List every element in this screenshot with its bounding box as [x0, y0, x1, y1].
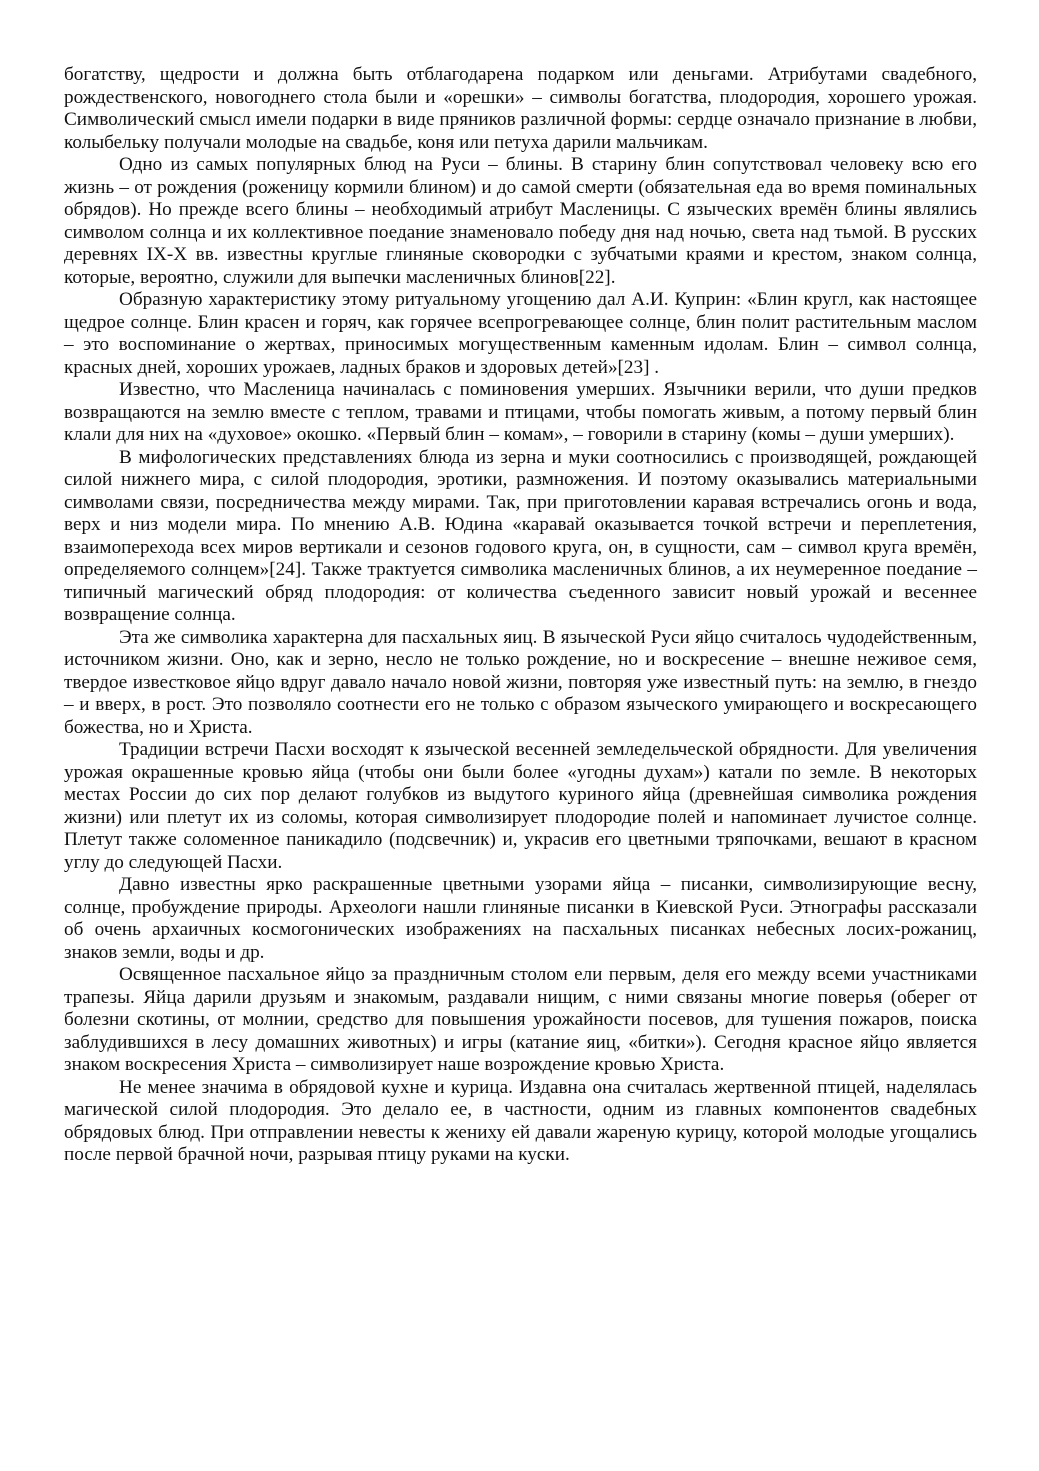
- paragraph-blini: Одно из самых популярных блюд на Руси – блины. В старину блин сопутствовал человеку всю его жизнь – от рождения (роженицу кормили блином) и до самой смерти (обязательная еда во время поминальных обрядов). Но прежде всего блины – необходимый атрибут Масленицы. С языческих времён блины являлись символом солнца и их коллективное поедание знаменовало победу дня над ночью, света над тьмой. В русских деревнях IX-X вв. известны круглые глиняные сковородки с зубчатыми краями и крестом, знаком солнца, которые, вероятно, служили для выпечки масленичных блинов[22].: [64, 154, 977, 288]
- paragraph-mythology: В мифологических представлениях блюда из зерна и муки соотносились с производящей, рождающей силой нижнего мира, с силой плодородия, эротики, размножения. И поэтому оказывались материальными символами связи, посредничества между мирами. Так, при приготовлении каравая встречались огонь и вода, верх и низ модели мира. По мнению А.В. Юдина «каравай оказывается точкой встречи и переплетения, взаимоперехода всех миров вертикали и сезонов годового круга, он, в сущности, сам – символ круга времён, определяемого солнцем»[24]. Также трактуется символика масленичных блинов, а их неумеренное поедание – типичный магический обряд плодородия: от количества съеденного зависит новый урожай и весеннее возвращение солнца.: [64, 446, 977, 625]
- paragraph-maslenitsa: Известно, что Масленица начиналась с поминовения умерших. Язычники верили, что души предков возвращаются на землю вместе с теплом, травами и птицами, чтобы помогать живым, а потому первый блин клали для них на «духовое» окошко. «Первый блин – комам», – говорили в старину (комы – души умерших).: [64, 379, 977, 445]
- paragraph-easter-eggs: Эта же символика характерна для пасхальных яиц. В языческой Руси яйцо считалось чудодейственным, источником жизни. Оно, как и зерно, несло не только рождение, но и воскресение – внешне неживое семя, твердое известковое яйцо вдруг давало начало новой жизни, повторяя уже известный путь: на землю, в гнездо – и вверх, в рост. Это позволяло соотнести его не только с образом языческого умирающего и воскресающего божества, но и Христа.: [64, 626, 977, 738]
- paragraph-kuprin-quote: Образную характеристику этому ритуальному угощению дал А.И. Куприн: «Блин кругл, как настоящее щедрое солнце. Блин красен и горяч, как горячее всепрогревающее солнце, блин полит растительным маслом – это воспоминание о жертвах, приносимых могущественным каменным идолам. Блин – символ солнца, красных дней, хороших урожаев, ладных браков и здоровых детей»[23] .: [64, 289, 977, 378]
- paragraph-chicken: Не менее значима в обрядовой кухне и курица. Издавна она считалась жертвенной птицей, наделялась магической силой плодородия. Это делало ее, в частности, одним из главных компонентов свадебных обрядовых блюд. При отправлении невесты к жениху ей давали жареную курицу, которой молодые угощались после первой брачной ночи, разрывая птицу руками на куски.: [64, 1076, 977, 1165]
- paragraph-pysanky: Давно известны ярко раскрашенные цветными узорами яйца – писанки, символизирующие весну, солнце, пробуждение природы. Археологи нашли глиняные писанки в Киевской Руси. Этнографы рассказали об очень архаичных космогонических изображениях на пасхальных писанках небесных лосих-рожаниц, знаков земли, воды и др.: [64, 874, 977, 963]
- paragraph-continuation: богатству, щедрости и должна быть отблагодарена подарком или деньгами. Атрибутами свадебного, рождественского, новогоднего стола были и «орешки» – символы богатства, плодородия, хорошего урожая. Символический смысл имели подарки в виде пряников различной формы: сердце означало признание в любви, колыбельку получали молодые на свадьбе, коня или петуха дарили мальчикам.: [64, 64, 977, 153]
- document-page: [64, 64, 977, 1167]
- paragraph-blessed-egg: Освященное пасхальное яйцо за праздничным столом ели первым, деля его между всеми участниками трапезы. Яйца дарили друзьям и знакомым, раздавали нищим, с ними связаны многие поверья (оберег от болезни скотины, от молнии, средство для повышения урожайности посевов, для тушения пожаров, поиска заблудившихся в лесу домашних животных) и игры (катание яиц, «битки»). Сегодня красное яйцо является знаком воскресения Христа – символизирует наше возрождение кровью Христа.: [64, 964, 977, 1075]
- paragraph-easter-traditions: Традиции встречи Пасхи восходят к языческой весенней земледельческой обрядности. Для увеличения урожая окрашенные кровью яйца (чтобы они были более «угодны духам») катали по земле. В некоторых местах России до сих пор делают голубков из выдутого куриного яйца (древнейшая символика рождения жизни) или плетут их из соломы, которая символизирует плодородие полей и напоминает лучистое солнце. Плетут также соломенное паникадило (подсвечник) и, украсив его цветными тряпочками, вешают в красном углу до следующей Пасхи.: [64, 739, 977, 873]
